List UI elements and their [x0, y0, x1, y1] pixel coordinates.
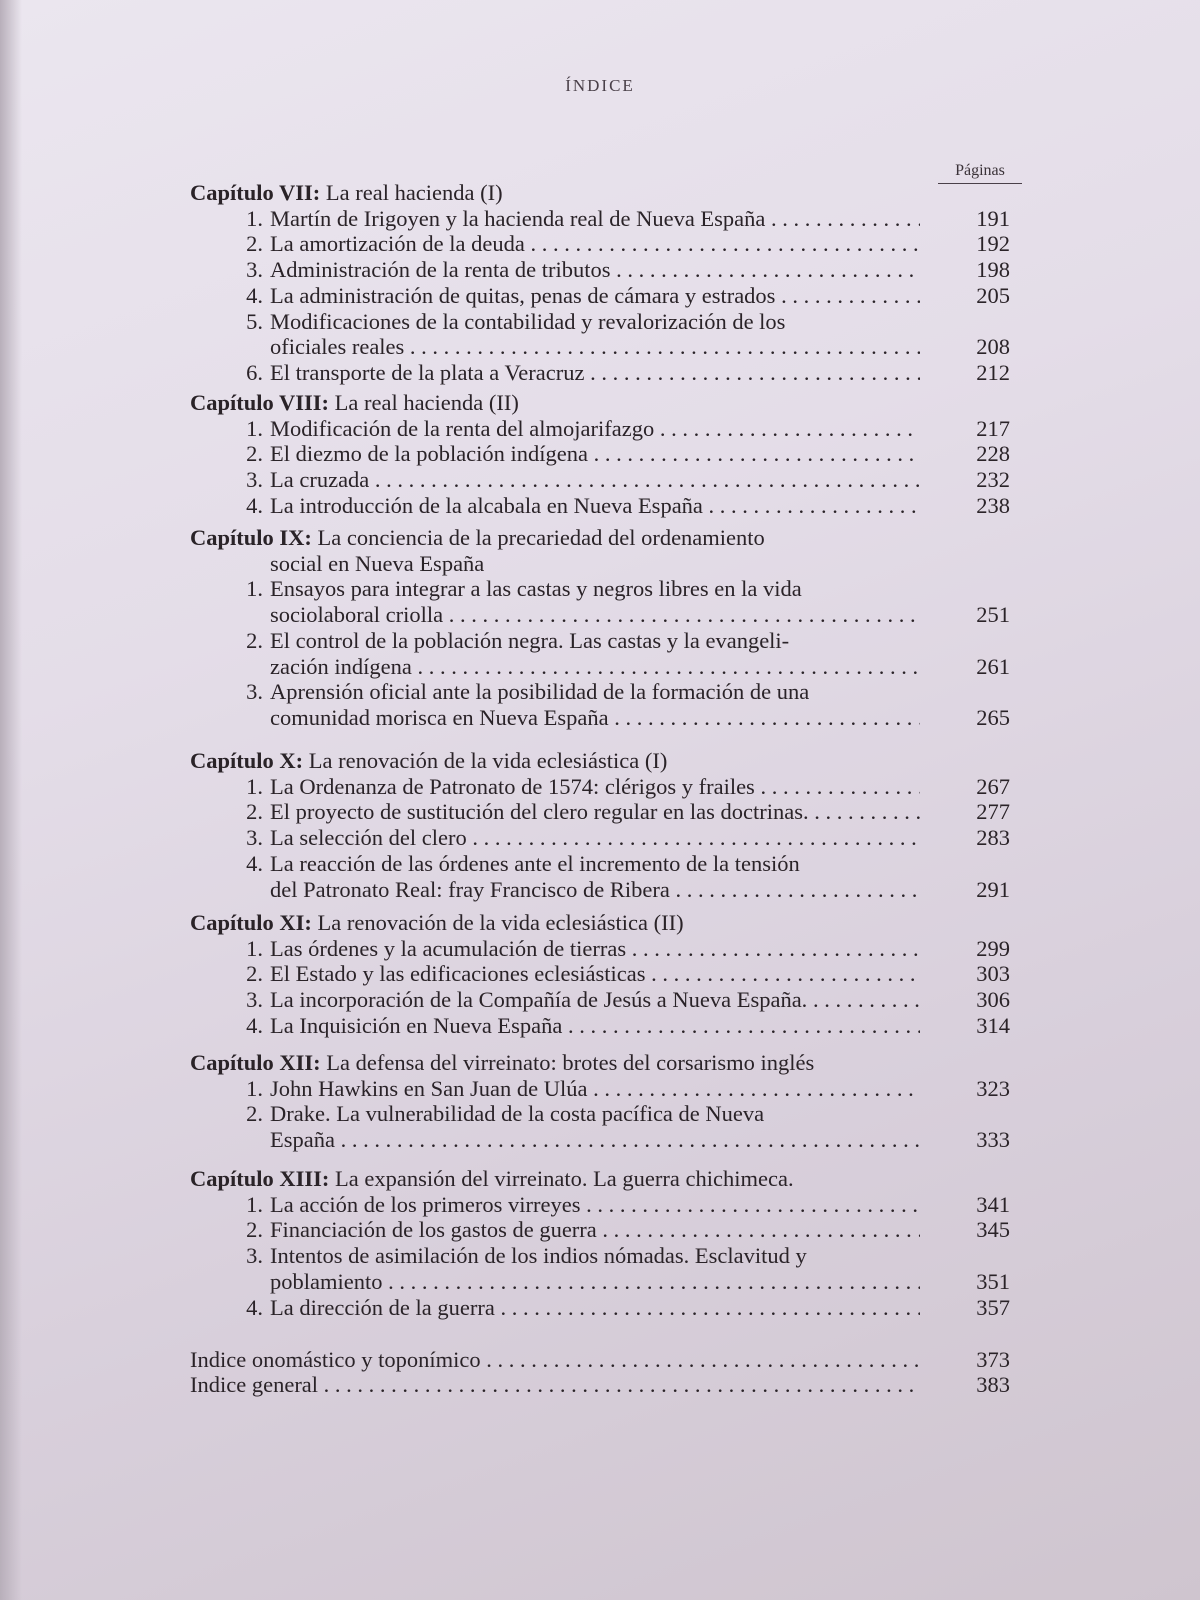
entry-number: 3. — [246, 987, 263, 1013]
entry-title: La dirección de la guerra . . . — [270, 1295, 920, 1321]
toc-entry[interactable] — [0, 1101, 1200, 1127]
entry-title: Las órdenes y la acumulación de tierras . . . — [270, 936, 920, 962]
entry-title: El Estado y las edificaciones eclesiásticas . . . — [270, 961, 920, 987]
entry-number: 3. — [246, 825, 263, 851]
entry-number: 3. — [246, 1243, 263, 1269]
entry-title: Martín de Irigoyen y la hacienda real de Nueva España . . . — [270, 206, 920, 232]
chapter-title — [190, 1050, 814, 1076]
chapter-heading — [0, 180, 1200, 206]
chapter-heading — [0, 390, 1200, 416]
index-page-number: 383 — [976, 1372, 1010, 1397]
entry-page-number: 228 — [976, 441, 1010, 467]
entry-title: Aprensión oficial ante la posibilidad de la formación de una — [270, 679, 810, 705]
entry-title-cont: del Patronato Real: fray Francisco de Ribera . . . — [270, 877, 920, 903]
entry-page-number: 261 — [976, 653, 1010, 679]
chapter-label: Capítulo X: — [190, 748, 304, 773]
entry-number: 1. — [246, 773, 263, 799]
entry-title-cont: zación indígena . . . — [270, 654, 920, 680]
chapter-heading — [0, 525, 1200, 551]
toc-entry-continued[interactable] — [0, 877, 1200, 903]
index-entry[interactable] — [0, 1347, 1200, 1373]
entry-number: 2. — [246, 961, 263, 987]
entry-page-number: 283 — [976, 825, 1010, 851]
index-page-number: 373 — [976, 1347, 1010, 1372]
entry-number: 4. — [246, 1294, 263, 1320]
chapter-label: Capítulo XIII: — [190, 1166, 330, 1191]
toc-entry-continued[interactable] — [0, 334, 1200, 360]
chapter-name: La real hacienda (II) — [334, 390, 519, 415]
chapter-name-cont: social en Nueva España — [270, 550, 485, 576]
entry-page-number: 212 — [976, 359, 1010, 385]
toc-entry[interactable] — [0, 576, 1200, 602]
entry-title: Ensayos para integrar a las castas y negros libres en la vida — [270, 576, 802, 602]
index-title: Indice general . . . — [190, 1372, 920, 1398]
entry-number: 4. — [246, 1012, 263, 1038]
chapter-heading — [0, 910, 1200, 936]
chapter-title — [190, 525, 765, 551]
entry-title: La acción de los primeros virreyes . . . — [270, 1192, 920, 1218]
toc-entry[interactable] — [0, 825, 1200, 851]
entry-title: Administración de la renta de tributos . . . — [270, 257, 920, 283]
entry-title-cont: comunidad morisca en Nueva España . . . — [270, 705, 920, 731]
entry-title: El control de la población negra. Las castas y la evangeli- — [270, 627, 790, 653]
entry-page-number: 265 — [976, 704, 1010, 730]
entry-number: 4. — [246, 492, 263, 518]
entry-number: 3. — [246, 257, 263, 283]
entry-number: 1. — [246, 1191, 263, 1217]
toc-entry-continued[interactable] — [0, 1127, 1200, 1153]
entry-number: 6. — [246, 359, 263, 385]
entry-number: 1. — [246, 415, 263, 441]
toc-entry[interactable] — [0, 679, 1200, 705]
entry-page-number: 299 — [976, 935, 1010, 961]
entry-page-number: 205 — [976, 282, 1010, 308]
toc-entry-continued[interactable] — [0, 602, 1200, 628]
toc-entry[interactable] — [0, 936, 1200, 962]
entry-page-number: 232 — [976, 467, 1010, 493]
entry-title: La selección del clero . . . — [270, 825, 920, 851]
chapter-title — [190, 1166, 794, 1192]
chapter-title — [190, 910, 684, 936]
chapter-heading-continued — [0, 551, 1200, 577]
entry-number: 1. — [246, 205, 263, 231]
chapter-label: Capítulo VIII: — [190, 390, 329, 415]
toc-entry[interactable] — [0, 1076, 1200, 1102]
toc-entry[interactable] — [0, 987, 1200, 1013]
entry-number: 3. — [246, 467, 263, 493]
chapter-name: La conciencia de la precariedad del ordenamiento — [317, 525, 765, 550]
entry-title: Intentos de asimilación de los indios nómadas. Esclavitud y — [270, 1243, 807, 1269]
toc-entry[interactable] — [0, 206, 1200, 232]
entry-number: 1. — [246, 1075, 263, 1101]
entry-title: Modificaciones de la contabilidad y revalorización de los — [270, 308, 786, 334]
entry-page-number: 291 — [976, 876, 1010, 902]
entry-title: El diezmo de la población indígena . . . — [270, 441, 920, 467]
toc-entry[interactable] — [0, 493, 1200, 519]
entry-number: 4. — [246, 282, 263, 308]
entry-page-number: 238 — [976, 492, 1010, 518]
entry-number: 2. — [246, 441, 263, 467]
toc-entry[interactable] — [0, 628, 1200, 654]
chapter-label: Capítulo VII: — [190, 180, 321, 205]
toc-entry[interactable] — [0, 309, 1200, 335]
toc-entry[interactable] — [0, 799, 1200, 825]
entry-title: La amortización de la deuda . . . — [270, 231, 920, 257]
entry-number: 1. — [246, 935, 263, 961]
entry-page-number: 217 — [976, 415, 1010, 441]
toc-entry[interactable] — [0, 257, 1200, 283]
chapter-label: Capítulo IX: — [190, 525, 312, 550]
entry-title: Modificación de la renta del almojarifazgo . . . — [270, 416, 920, 442]
entry-page-number: 191 — [976, 205, 1010, 231]
toc-entry[interactable] — [0, 774, 1200, 800]
chapter-label: Capítulo XII: — [190, 1050, 321, 1075]
entry-title: La introducción de la alcabala en Nueva España . . . — [270, 493, 920, 519]
chapter-title — [190, 390, 519, 416]
entry-page-number: 192 — [976, 231, 1010, 257]
toc-entry-continued[interactable] — [0, 1269, 1200, 1295]
entry-page-number: 323 — [976, 1075, 1010, 1101]
entry-title: Financiación de los gastos de guerra . . . — [270, 1217, 920, 1243]
entry-number: 5. — [246, 308, 263, 334]
toc-entry[interactable] — [0, 416, 1200, 442]
entry-page-number: 251 — [976, 602, 1010, 628]
page-title: ÍNDICE — [565, 76, 635, 95]
entry-title-cont: sociolaboral criolla . . . — [270, 602, 920, 628]
toc-entry[interactable] — [0, 1295, 1200, 1321]
entry-number: 3. — [246, 679, 263, 705]
toc-entry-continued[interactable] — [0, 654, 1200, 680]
index-title: Indice onomástico y toponímico . . . — [190, 1347, 920, 1373]
toc-entry[interactable] — [0, 961, 1200, 987]
entry-number: 2. — [246, 627, 263, 653]
chapter-heading — [0, 748, 1200, 774]
toc-entry[interactable] — [0, 360, 1200, 386]
chapter-name: La real hacienda (I) — [325, 180, 503, 205]
entry-title: La Ordenanza de Patronato de 1574: clérigos y frailes . . . — [270, 774, 920, 800]
entry-number: 2. — [246, 1101, 263, 1127]
chapter-name: La expansión del virreinato. La guerra chichimeca. — [335, 1166, 794, 1191]
entry-title: Drake. La vulnerabilidad de la costa pacífica de Nueva — [270, 1101, 765, 1127]
chapter-name: La renovación de la vida eclesiástica (II) — [317, 910, 684, 935]
entry-title: El proyecto de sustitución del clero regular en las doctrinas. . . . — [270, 799, 920, 825]
index-entry[interactable] — [0, 1372, 1200, 1398]
entry-title-cont: España . . . — [270, 1127, 920, 1153]
entry-title-cont: oficiales reales . . . — [270, 334, 920, 360]
toc-entry[interactable] — [0, 467, 1200, 493]
entry-page-number: 314 — [976, 1012, 1010, 1038]
entry-page-number: 345 — [976, 1217, 1010, 1243]
toc-entry[interactable] — [0, 1192, 1200, 1218]
entry-page-number: 341 — [976, 1191, 1010, 1217]
entry-title: La cruzada . . . — [270, 467, 920, 493]
entry-page-number: 351 — [976, 1268, 1010, 1294]
entry-page-number: 198 — [976, 257, 1010, 283]
entry-title: La Inquisición en Nueva España . . . — [270, 1013, 920, 1039]
entry-number: 2. — [246, 1217, 263, 1243]
entry-title: El transporte de la plata a Veracruz . . . — [270, 360, 920, 386]
entry-title: La incorporación de la Compañía de Jesús a Nueva España. . . . — [270, 987, 920, 1013]
toc-entry[interactable] — [0, 441, 1200, 467]
entry-number: 1. — [246, 576, 263, 602]
toc-entry[interactable] — [0, 1243, 1200, 1269]
toc-entry-continued[interactable] — [0, 705, 1200, 731]
entry-number: 2. — [246, 231, 263, 257]
entry-title-cont: poblamiento . . . — [270, 1269, 920, 1295]
chapter-name: La defensa del virreinato: brotes del corsarismo inglés — [326, 1050, 815, 1075]
chapter-name: La renovación de la vida eclesiástica (I) — [308, 748, 668, 773]
entry-title: La reacción de las órdenes ante el incremento de la tensión — [270, 850, 800, 876]
chapter-heading — [0, 1050, 1200, 1076]
toc-entry[interactable] — [0, 1217, 1200, 1243]
entry-page-number: 357 — [976, 1294, 1010, 1320]
entry-page-number: 208 — [976, 334, 1010, 360]
toc-entry[interactable] — [0, 283, 1200, 309]
toc-entry[interactable] — [0, 1013, 1200, 1039]
entry-number: 4. — [246, 850, 263, 876]
entry-page-number: 333 — [976, 1127, 1010, 1153]
entry-title: La administración de quitas, penas de cámara y estrados . . . — [270, 283, 920, 309]
toc-entry[interactable] — [0, 851, 1200, 877]
pages-column-label: Páginas — [938, 162, 1022, 184]
entry-page-number: 303 — [976, 961, 1010, 987]
chapter-title — [190, 180, 503, 206]
chapter-heading — [0, 1166, 1200, 1192]
toc-entry[interactable] — [0, 231, 1200, 257]
entry-page-number: 277 — [976, 799, 1010, 825]
chapter-label: Capítulo XI: — [190, 910, 312, 935]
chapter-title — [190, 748, 667, 774]
entry-number: 2. — [246, 799, 263, 825]
entry-page-number: 306 — [976, 987, 1010, 1013]
entry-title: John Hawkins en San Juan de Ulúa . . . — [270, 1076, 920, 1102]
entry-page-number: 267 — [976, 773, 1010, 799]
